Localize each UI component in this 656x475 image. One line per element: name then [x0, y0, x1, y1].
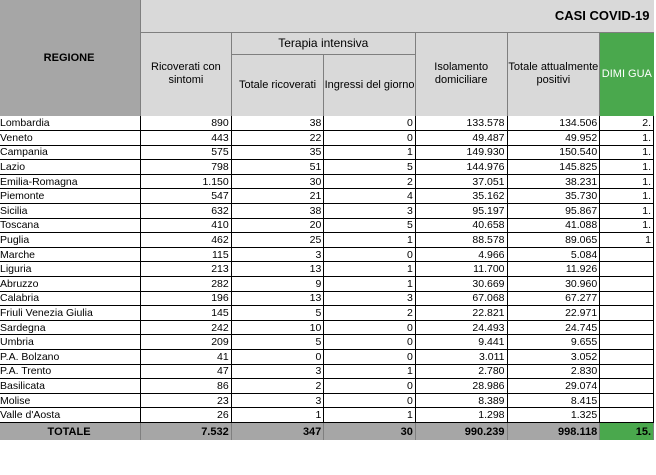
- isolamento-cell: 22.821: [415, 306, 507, 321]
- ingressi-cell: 5: [324, 218, 416, 233]
- positivi-cell: 38.231: [507, 174, 600, 189]
- terapia-cell: 10: [231, 320, 324, 335]
- table-row: [0, 335, 654, 350]
- terapia-cell: 5: [231, 335, 324, 350]
- isolamento-cell: 149.930: [415, 145, 507, 160]
- table-row: [0, 145, 654, 160]
- positivi-cell: 49.952: [507, 131, 600, 146]
- isolamento-cell: 49.487: [415, 131, 507, 146]
- regione-header: REGIONE: [0, 0, 141, 116]
- ingressi-cell: 1: [324, 364, 416, 379]
- positivi-cell: 134.506: [507, 116, 600, 131]
- positivi-cell: 1.325: [507, 408, 600, 423]
- regione-cell: Liguria: [0, 262, 141, 277]
- terapia-cell: 0: [231, 350, 324, 365]
- positivi-cell: 8.415: [507, 393, 600, 408]
- table-row: [0, 277, 654, 292]
- terapia-cell: 51: [231, 160, 324, 175]
- ingressi-cell: 3: [324, 291, 416, 306]
- ingressi-cell: 3: [324, 204, 416, 219]
- dimessi-cell: [600, 393, 654, 408]
- regione-cell: Toscana: [0, 218, 141, 233]
- regione-cell: Valle d'Aosta: [0, 408, 141, 423]
- ricoverati-cell: 798: [141, 160, 232, 175]
- dimessi-cell: 1.: [600, 218, 654, 233]
- ingressi-cell: 0: [324, 131, 416, 146]
- ricoverati-cell: 575: [141, 145, 232, 160]
- positivi-cell: 30.960: [507, 277, 600, 292]
- ingressi-cell: 0: [324, 350, 416, 365]
- dimessi-cell: 1: [600, 233, 654, 248]
- ingressi-cell: 0: [324, 393, 416, 408]
- regione-cell: Sardegna: [0, 320, 141, 335]
- ricoverati-cell: 547: [141, 189, 232, 204]
- regione-cell: Veneto: [0, 131, 141, 146]
- ricoverati-cell: 410: [141, 218, 232, 233]
- table-row: [0, 189, 654, 204]
- regione-cell: Puglia: [0, 233, 141, 248]
- regione-cell: Friuli Venezia Giulia: [0, 306, 141, 321]
- ricoverati-cell: 86: [141, 379, 232, 394]
- ingressi-cell: 2: [324, 174, 416, 189]
- ricoverati-cell: 632: [141, 204, 232, 219]
- dimessi-cell: [600, 247, 654, 262]
- dimessi-cell: 1.: [600, 174, 654, 189]
- terapia-cell: 38: [231, 204, 324, 219]
- positivi-cell: 35.730: [507, 189, 600, 204]
- dimessi-cell: [600, 408, 654, 423]
- ingressi-cell: 0: [324, 379, 416, 394]
- table-row: [0, 204, 654, 219]
- terapia-cell: 9: [231, 277, 324, 292]
- positivi-cell: 41.088: [507, 218, 600, 233]
- ingressi-cell: 5: [324, 160, 416, 175]
- dimessi-cell: 1.: [600, 160, 654, 175]
- total-ricoverati: 7.532: [141, 422, 232, 440]
- regione-cell: P.A. Bolzano: [0, 350, 141, 365]
- isolamento-cell: 11.700: [415, 262, 507, 277]
- ricoverati-cell: 23: [141, 393, 232, 408]
- regione-cell: Marche: [0, 247, 141, 262]
- regione-cell: Emilia-Romagna: [0, 174, 141, 189]
- totale-positivi-header: Totale attualmente positivi: [507, 32, 600, 116]
- table-row: [0, 306, 654, 321]
- dimessi-cell: 2.: [600, 116, 654, 131]
- positivi-cell: 24.745: [507, 320, 600, 335]
- positivi-cell: 5.084: [507, 247, 600, 262]
- ricoverati-header: Ricoverati con sintomi: [141, 32, 232, 116]
- total-terapia: 347: [231, 422, 324, 440]
- terapia-cell: 5: [231, 306, 324, 321]
- regione-cell: Piemonte: [0, 189, 141, 204]
- positivi-cell: 89.065: [507, 233, 600, 248]
- terapia-cell: 21: [231, 189, 324, 204]
- casi-covid-title: CASI COVID-19: [141, 0, 654, 32]
- ricoverati-cell: 47: [141, 364, 232, 379]
- terapia-cell: 1: [231, 408, 324, 423]
- ingressi-cell: 0: [324, 247, 416, 262]
- ricoverati-cell: 213: [141, 262, 232, 277]
- positivi-cell: 11.926: [507, 262, 600, 277]
- table-row: [0, 350, 654, 365]
- regione-cell: Lombardia: [0, 116, 141, 131]
- ricoverati-cell: 26: [141, 408, 232, 423]
- isolamento-cell: 8.389: [415, 393, 507, 408]
- terapia-cell: 3: [231, 393, 324, 408]
- ingressi-cell: 1: [324, 277, 416, 292]
- dimessi-cell: 1.: [600, 189, 654, 204]
- table-row: [0, 218, 654, 233]
- terapia-cell: 13: [231, 291, 324, 306]
- isolamento-cell: 133.578: [415, 116, 507, 131]
- ricoverati-cell: 462: [141, 233, 232, 248]
- table-row: [0, 160, 654, 175]
- isolamento-cell: 28.986: [415, 379, 507, 394]
- positivi-cell: 3.052: [507, 350, 600, 365]
- table-row: [0, 247, 654, 262]
- dimessi-cell: [600, 291, 654, 306]
- positivi-cell: 145.825: [507, 160, 600, 175]
- positivi-cell: 9.655: [507, 335, 600, 350]
- terapia-cell: 35: [231, 145, 324, 160]
- table-row: [0, 393, 654, 408]
- terapia-cell: 22: [231, 131, 324, 146]
- terapia-cell: 3: [231, 247, 324, 262]
- ricoverati-cell: 196: [141, 291, 232, 306]
- isolamento-cell: 1.298: [415, 408, 507, 423]
- regione-cell: Lazio: [0, 160, 141, 175]
- positivi-cell: 95.867: [507, 204, 600, 219]
- isolamento-cell: 4.966: [415, 247, 507, 262]
- ingressi-header: Ingressi del giorno: [324, 54, 416, 116]
- isolamento-cell: 3.011: [415, 350, 507, 365]
- isolamento-cell: 95.197: [415, 204, 507, 219]
- total-label: TOTALE: [0, 422, 141, 440]
- isolamento-header: Isolamento domiciliare: [415, 32, 507, 116]
- ingressi-cell: 0: [324, 335, 416, 350]
- total-isolamento: 990.239: [415, 422, 507, 440]
- ingressi-cell: 1: [324, 145, 416, 160]
- isolamento-cell: 30.669: [415, 277, 507, 292]
- terapia-cell: 2: [231, 379, 324, 394]
- positivi-cell: 67.277: [507, 291, 600, 306]
- isolamento-cell: 37.051: [415, 174, 507, 189]
- terapia-cell: 30: [231, 174, 324, 189]
- regione-cell: Umbria: [0, 335, 141, 350]
- total-positivi: 998.118: [507, 422, 600, 440]
- ingressi-cell: 4: [324, 189, 416, 204]
- isolamento-cell: 144.976: [415, 160, 507, 175]
- dimessi-cell: 1.: [600, 204, 654, 219]
- totale-ricoverati-header: Totale ricoverati: [231, 54, 324, 116]
- dimessi-cell: [600, 335, 654, 350]
- isolamento-cell: 24.493: [415, 320, 507, 335]
- dimessi-cell: 1.: [600, 131, 654, 146]
- ricoverati-cell: 1.150: [141, 174, 232, 189]
- terapia-header: Terapia intensiva: [231, 32, 415, 54]
- dimessi-cell: [600, 262, 654, 277]
- ricoverati-cell: 890: [141, 116, 232, 131]
- table-row: [0, 233, 654, 248]
- isolamento-cell: 35.162: [415, 189, 507, 204]
- isolamento-cell: 9.441: [415, 335, 507, 350]
- regione-cell: Sicilia: [0, 204, 141, 219]
- ingressi-cell: 0: [324, 116, 416, 131]
- isolamento-cell: 40.658: [415, 218, 507, 233]
- positivi-cell: 22.971: [507, 306, 600, 321]
- table-row: [0, 262, 654, 277]
- regione-cell: Molise: [0, 393, 141, 408]
- dimessi-header: DIMI GUA: [600, 32, 654, 116]
- table-row: [0, 116, 654, 131]
- ingressi-cell: 1: [324, 233, 416, 248]
- table-row: [0, 131, 654, 146]
- table-row: [0, 408, 654, 423]
- dimessi-cell: [600, 277, 654, 292]
- dimessi-cell: [600, 306, 654, 321]
- ricoverati-cell: 443: [141, 131, 232, 146]
- ricoverati-cell: 209: [141, 335, 232, 350]
- table-row: [0, 174, 654, 189]
- terapia-cell: 38: [231, 116, 324, 131]
- total-ingressi: 30: [324, 422, 416, 440]
- terapia-cell: 25: [231, 233, 324, 248]
- terapia-cell: 3: [231, 364, 324, 379]
- ingressi-cell: 2: [324, 306, 416, 321]
- terapia-cell: 13: [231, 262, 324, 277]
- isolamento-cell: 88.578: [415, 233, 507, 248]
- isolamento-cell: 67.068: [415, 291, 507, 306]
- total-dimessi: 15.: [600, 422, 654, 440]
- table-row: [0, 291, 654, 306]
- ricoverati-cell: 41: [141, 350, 232, 365]
- ricoverati-cell: 282: [141, 277, 232, 292]
- ricoverati-cell: 145: [141, 306, 232, 321]
- ricoverati-cell: 242: [141, 320, 232, 335]
- table-row: [0, 364, 654, 379]
- dimessi-cell: [600, 364, 654, 379]
- ingressi-cell: 0: [324, 320, 416, 335]
- positivi-cell: 29.074: [507, 379, 600, 394]
- regione-cell: Abruzzo: [0, 277, 141, 292]
- total-row: [0, 422, 654, 440]
- dimessi-cell: [600, 350, 654, 365]
- dimessi-cell: 1.: [600, 145, 654, 160]
- ricoverati-cell: 115: [141, 247, 232, 262]
- regione-cell: Basilicata: [0, 379, 141, 394]
- ingressi-cell: 1: [324, 408, 416, 423]
- table-row: [0, 379, 654, 394]
- dimessi-cell: [600, 320, 654, 335]
- regione-cell: Calabria: [0, 291, 141, 306]
- dimessi-cell: [600, 379, 654, 394]
- table-row: [0, 320, 654, 335]
- regione-cell: P.A. Trento: [0, 364, 141, 379]
- isolamento-cell: 2.780: [415, 364, 507, 379]
- terapia-cell: 20: [231, 218, 324, 233]
- positivi-cell: 150.540: [507, 145, 600, 160]
- positivi-cell: 2.830: [507, 364, 600, 379]
- regione-cell: Campania: [0, 145, 141, 160]
- ingressi-cell: 1: [324, 262, 416, 277]
